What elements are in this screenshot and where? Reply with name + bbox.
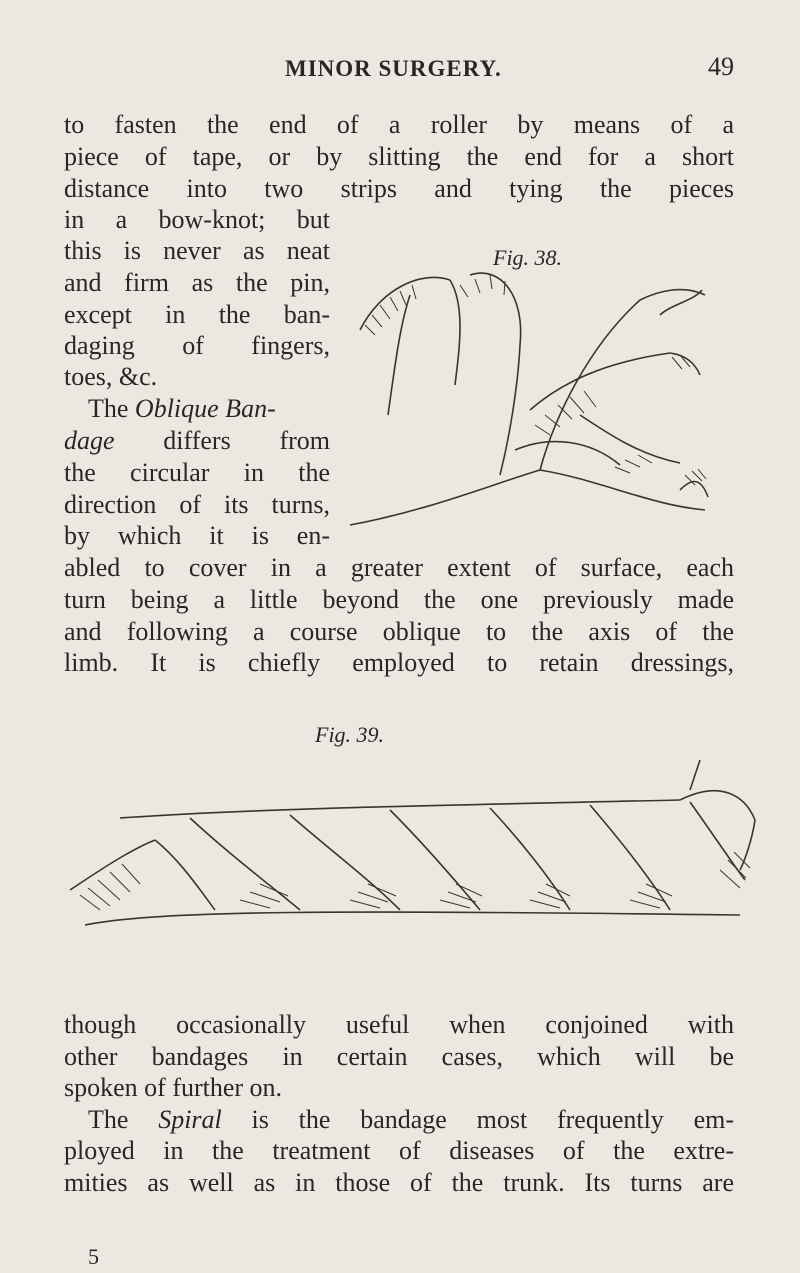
text-line <box>64 426 330 456</box>
text-line: ployed in the treatment of diseases of the extre- <box>64 1136 734 1165</box>
text-line: though occasionally useful when conjoined with <box>64 1010 734 1039</box>
text-line: abled to cover in a greater extent of surface, each <box>64 553 734 582</box>
text-line: mities as well as in those of the trunk. Its turns are <box>64 1168 734 1197</box>
text-run: is the bandage most frequently em- <box>221 1105 734 1134</box>
figure-39-illustration <box>40 760 770 960</box>
text-line: in a bow-knot; but <box>64 205 330 234</box>
term-oblique-bandage: Oblique Ban- <box>134 394 276 423</box>
text-line: spoken of further on. <box>64 1073 283 1102</box>
text-run: The <box>88 1105 159 1134</box>
running-title: MINOR SURGERY. <box>285 56 502 81</box>
page-header <box>0 50 800 90</box>
term-spiral: Spiral <box>158 1105 222 1134</box>
text-line: to fasten the end of a roller by means of a <box>64 110 734 139</box>
text-line <box>64 1105 734 1135</box>
page-number: 49 <box>708 52 734 81</box>
text-line: piece of tape, or by slitting the end for a short <box>64 142 734 171</box>
signature-mark: 5 <box>88 1244 99 1269</box>
text-line: direction of its turns, <box>64 490 330 519</box>
text-line: and firm as the pin, <box>64 268 330 297</box>
text-line: limb. It is chiefly employed to retain dressings, <box>64 648 734 677</box>
text-run: differs from <box>114 426 330 455</box>
term-oblique-bandage-cont: dage <box>64 426 115 455</box>
text-line <box>64 394 330 424</box>
text-line: other bandages in certain cases, which will be <box>64 1042 734 1071</box>
figure-39-label: Fig. 39. <box>315 722 385 747</box>
figure-38-illustration <box>340 235 760 535</box>
text-line: and following a course oblique to the axis of the <box>64 617 734 646</box>
text-run: The <box>88 394 135 423</box>
text-line: distance into two strips and tying the pieces <box>64 174 734 203</box>
text-line: except in the ban- <box>64 300 330 329</box>
text-line: turn being a little beyond the one previously made <box>64 585 734 614</box>
text-line: by which it is en- <box>64 521 330 550</box>
figure-38-label: Fig. 38. <box>493 245 563 270</box>
text-line: toes, &c. <box>64 362 158 391</box>
text-line: the circular in the <box>64 458 330 487</box>
text-line: daging of fingers, <box>64 331 330 360</box>
text-line: this is never as neat <box>64 236 330 265</box>
